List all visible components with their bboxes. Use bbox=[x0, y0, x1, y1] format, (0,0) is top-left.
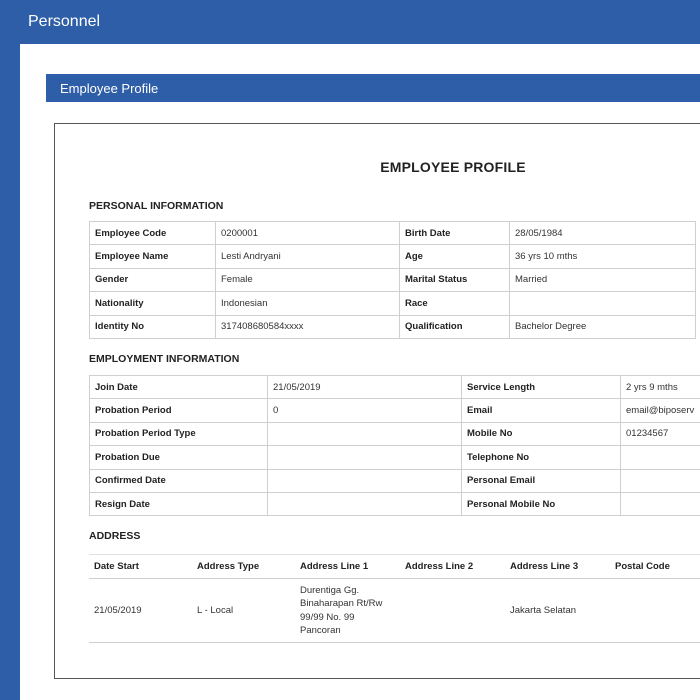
personal-info-row bbox=[90, 315, 696, 338]
probation-period-label: Probation Period bbox=[90, 399, 268, 422]
personal-info-row bbox=[90, 245, 696, 268]
telephone-no-label: Telephone No bbox=[462, 446, 621, 469]
content-area bbox=[20, 44, 700, 700]
date-start-cell: 21/05/2019 bbox=[89, 579, 192, 643]
address-line-text: Pancoran bbox=[300, 625, 341, 636]
gender-label: Gender bbox=[90, 268, 216, 291]
panel-header bbox=[46, 74, 700, 102]
address-heading: ADDRESS bbox=[89, 530, 141, 542]
column-header-address-line-3: Address Line 3 bbox=[505, 555, 610, 579]
join-date-label: Join Date bbox=[90, 376, 268, 399]
address-line-text: 99/99 No. 99 bbox=[300, 611, 355, 623]
qualification-label: Qualification bbox=[400, 315, 510, 338]
address-line-3-cell: Jakarta Selatan bbox=[505, 579, 610, 643]
probation-due-label: Probation Due bbox=[90, 446, 268, 469]
mobile-no-value: 01234567 bbox=[621, 422, 700, 445]
address-row bbox=[89, 579, 700, 643]
personal-email-value bbox=[621, 469, 700, 492]
employee-code-value: 0200001 bbox=[216, 222, 400, 245]
column-header-postal-code: Postal Code bbox=[610, 555, 700, 579]
probation-period-value: 0 bbox=[268, 399, 462, 422]
mobile-no-label: Mobile No bbox=[462, 422, 621, 445]
column-header-address-line-1: Address Line 1 bbox=[295, 555, 400, 579]
personal-info-row bbox=[90, 268, 696, 291]
employment-info-row bbox=[90, 469, 700, 492]
email-label: Email bbox=[462, 399, 621, 422]
employee-code-label: Employee Code bbox=[90, 222, 216, 245]
address-line-text: Binaharapan Rt/Rw bbox=[300, 598, 383, 609]
employee-name-label: Employee Name bbox=[90, 245, 216, 268]
employment-info-row bbox=[90, 422, 700, 445]
employment-info-heading: EMPLOYMENT INFORMATION bbox=[89, 353, 240, 365]
probation-period-type-label: Probation Period Type bbox=[90, 422, 268, 445]
age-label: Age bbox=[400, 245, 510, 268]
email-value: email@biposerv bbox=[621, 399, 700, 422]
personal-info-heading: PERSONAL INFORMATION bbox=[89, 200, 224, 212]
address-line-2-cell bbox=[400, 579, 505, 643]
app-title: Personnel bbox=[28, 13, 101, 30]
postal-code-cell bbox=[610, 579, 700, 643]
service-length-value: 2 yrs 9 mths bbox=[621, 376, 700, 399]
nationality-value: Indonesian bbox=[216, 292, 400, 315]
address-table bbox=[89, 554, 700, 643]
marital-status-value: Married bbox=[510, 268, 696, 291]
nationality-label: Nationality bbox=[90, 292, 216, 315]
resign-date-label: Resign Date bbox=[90, 492, 268, 515]
personal-mobile-no-value bbox=[621, 492, 700, 515]
employee-name-value: Lesti Andryani bbox=[216, 245, 400, 268]
age-value: 36 yrs 10 mths bbox=[510, 245, 696, 268]
qualification-value: Bachelor Degree bbox=[510, 315, 696, 338]
identity-no-label: Identity No bbox=[90, 315, 216, 338]
race-value bbox=[510, 292, 696, 315]
personal-info-table bbox=[89, 221, 696, 339]
marital-status-label: Marital Status bbox=[400, 268, 510, 291]
gender-value: Female bbox=[216, 268, 400, 291]
panel-title: Employee Profile bbox=[60, 81, 159, 96]
employment-info-row bbox=[90, 446, 700, 469]
race-label: Race bbox=[400, 292, 510, 315]
address-line-text: Durentiga Gg. bbox=[300, 584, 360, 596]
address-type-cell: L - Local bbox=[192, 579, 295, 643]
confirmed-date-value bbox=[268, 469, 462, 492]
personal-mobile-no-label: Personal Mobile No bbox=[462, 492, 621, 515]
confirmed-date-label: Confirmed Date bbox=[90, 469, 268, 492]
address-line-1-cell bbox=[295, 579, 400, 643]
personal-info-row bbox=[90, 292, 696, 315]
employment-info-row bbox=[90, 376, 700, 399]
column-header-address-line-2: Address Line 2 bbox=[400, 555, 505, 579]
probation-due-value bbox=[268, 446, 462, 469]
employment-info-row bbox=[90, 399, 700, 422]
resign-date-value bbox=[268, 492, 462, 515]
probation-period-type-value bbox=[268, 422, 462, 445]
employment-info-row bbox=[90, 492, 700, 515]
personal-email-label: Personal Email bbox=[462, 469, 621, 492]
service-length-label: Service Length bbox=[462, 376, 621, 399]
column-header-date-start: Date Start bbox=[89, 555, 192, 579]
identity-no-value: 317408680584xxxx bbox=[216, 315, 400, 338]
top-bar bbox=[0, 0, 700, 44]
column-header-address-type: Address Type bbox=[192, 555, 295, 579]
employment-info-table bbox=[89, 375, 700, 516]
profile-document bbox=[54, 123, 700, 679]
personal-info-row bbox=[90, 222, 696, 245]
telephone-no-value bbox=[621, 446, 700, 469]
birth-date-value: 28/05/1984 bbox=[510, 222, 696, 245]
document-title: EMPLOYEE PROFILE bbox=[380, 159, 526, 175]
birth-date-label: Birth Date bbox=[400, 222, 510, 245]
join-date-value: 21/05/2019 bbox=[268, 376, 462, 399]
